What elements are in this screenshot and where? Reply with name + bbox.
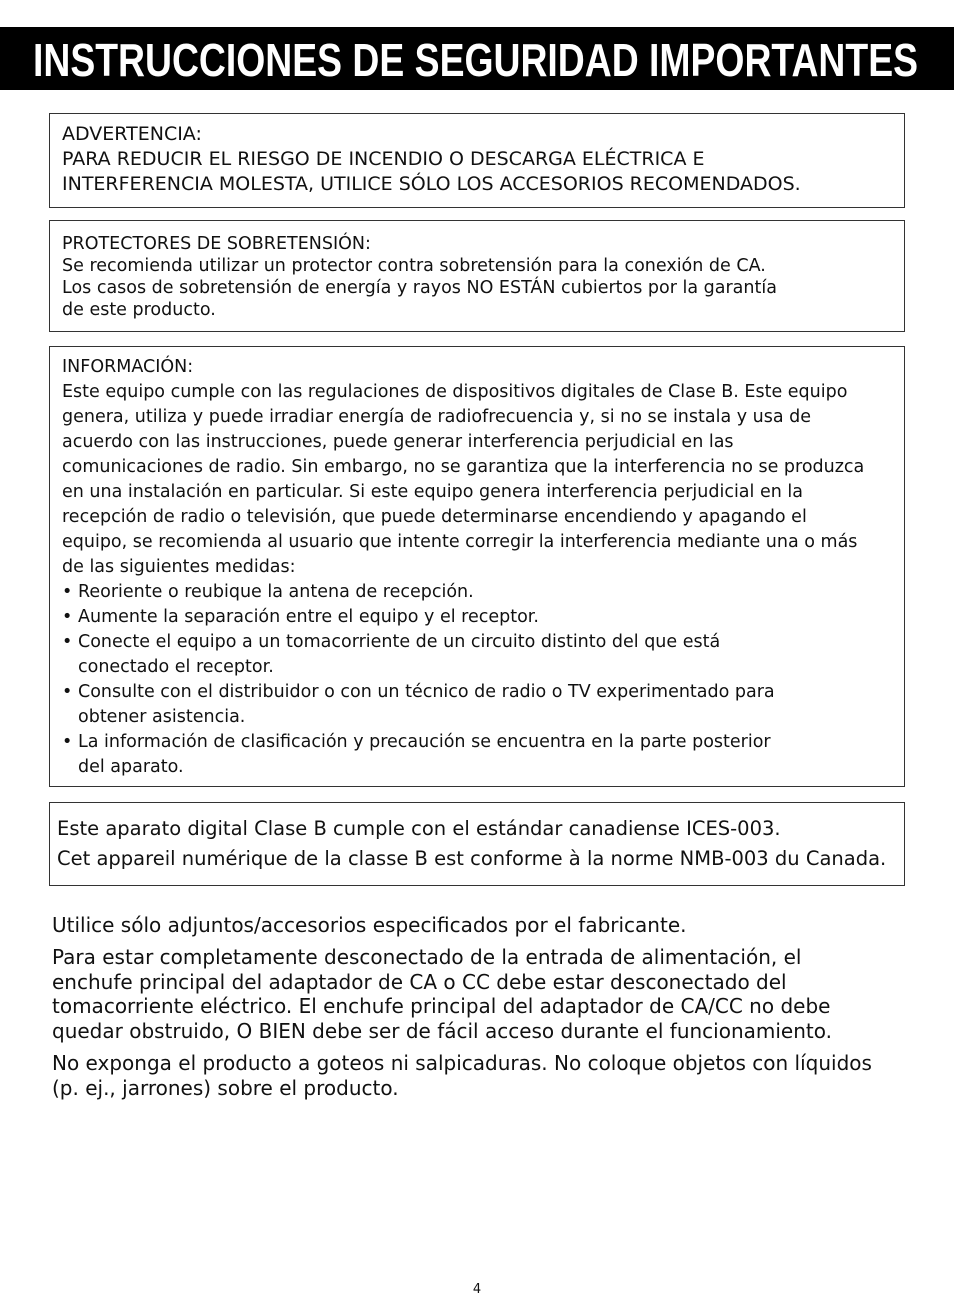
warning-text-line: PARA REDUCIR EL RIESGO DE INCENDIO O DESCARGA ELÉCTRICA E [62, 148, 705, 170]
measure-text-line: • Aumente la separación entre el equipo y el receptor. [78, 607, 539, 627]
information-text-line: equipo, se recomienda al usuario que intente corregir la interferencia mediante una o más [62, 532, 858, 552]
note-paragraph [52, 945, 932, 1043]
measure-text-line: • Conecte el equipo a un tomacorriente de un circuito distinto del que está [78, 632, 721, 652]
warning-heading: ADVERTENCIA: [62, 123, 202, 145]
measure-list-item [62, 580, 904, 605]
measure-text-line: • Consulte con el distribuidor o con un técnico de radio o TV experimentado para [78, 682, 775, 702]
measure-list-item [62, 730, 904, 780]
measure-list-item [62, 680, 904, 730]
note-paragraph [52, 1051, 932, 1100]
information-heading: INFORMACIÓN: [62, 357, 194, 377]
warning-box [49, 113, 905, 208]
measure-text-line: • La información de clasificación y precaución se encuentra en la parte posterior [78, 732, 771, 752]
surge-protectors-text-line: Se recomienda utilizar un protector contra sobretensión para la conexión de CA. [62, 256, 766, 276]
measure-text-line: obtener asistencia. [78, 707, 246, 727]
information-text-line: genera, utiliza y puede irradiar energía de radiofrecuencia y, si no se instala y usa de [62, 407, 812, 427]
note-text-line: quedar obstruido, O BIEN debe ser de fácil acceso durante el funcionamiento. [52, 1018, 832, 1043]
header-bar [0, 27, 954, 90]
note-text-line: enchufe principal del adaptador de CA o CC debe estar desconectado del [52, 969, 787, 994]
surge-protectors-text-line: Los casos de sobretensión de energía y rayos NO ESTÁN cubiertos por la garantía [62, 278, 777, 298]
information-box [49, 346, 905, 787]
measure-list-item [62, 630, 904, 680]
information-text-line: recepción de radio o televisión, que puede determinarse encendiendo y apagando el [62, 507, 807, 527]
information-text-line: en una instalación en particular. Si este equipo genera interferencia perjudicial en la [62, 482, 803, 502]
note-text-line: Utilice sólo adjuntos/accesorios especificados por el fabricante. [52, 913, 687, 937]
surge-protectors-heading: PROTECTORES DE SOBRETENSIÓN: [62, 234, 371, 254]
warning-text-line: INTERFERENCIA MOLESTA, UTILICE SÓLO LOS ACCESORIOS RECOMENDADOS. [62, 173, 801, 195]
measure-text-line: • Reoriente o reubique la antena de recepción. [78, 582, 474, 602]
measure-text-line: del aparato. [78, 757, 184, 777]
canada-notice-box [49, 802, 905, 886]
canada-notice-line-es: Este aparato digital Clase B cumple con el estándar canadiense ICES-003. [57, 817, 781, 840]
note-paragraph [52, 913, 932, 938]
note-text-line: No exponga el producto a goteos ni salpicaduras. No coloque objetos con líquidos [52, 1050, 872, 1075]
note-text-line: Para estar completamente desconectado de la entrada de alimentación, el [52, 945, 802, 970]
notes-section [52, 913, 932, 1108]
page-title: INSTRUCCIONES DE SEGURIDAD IMPORTANTES [33, 34, 918, 86]
measure-text-line: conectado el receptor. [78, 657, 274, 677]
canada-notice-line-fr: Cet appareil numérique de la classe B est conforme à la norme NMB-003 du Canada. [57, 847, 887, 870]
information-text-line: Este equipo cumple con las regulaciones de dispositivos digitales de Clase B. Este equipo [62, 382, 848, 402]
information-text-line: comunicaciones de radio. Sin embargo, no se garantiza que la interferencia no se produzca [62, 457, 865, 477]
surge-protectors-text-line: de este producto. [62, 300, 216, 320]
note-text-line: (p. ej., jarrones) sobre el producto. [52, 1075, 399, 1100]
title-banner [0, 27, 954, 90]
information-text-line: acuerdo con las instrucciones, puede generar interferencia perjudicial en las [62, 432, 734, 452]
information-text-line: de las siguientes medidas: [62, 557, 296, 577]
measure-list-item [62, 605, 904, 630]
surge-protectors-box [49, 220, 905, 332]
page-number: 4 [472, 1282, 482, 1297]
note-text-line: tomacorriente eléctrico. El enchufe principal del adaptador de CA/CC no debe [52, 994, 831, 1019]
